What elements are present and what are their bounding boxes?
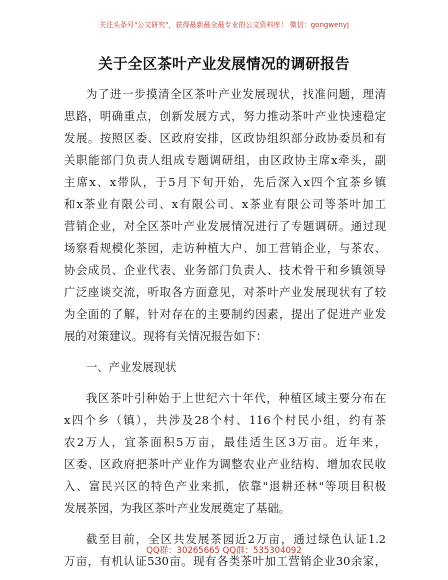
paragraph-line: 和x茶业有限公司、x有限公司、x茶业有限公司等茶叶加工 [64,198,386,211]
paragraph-line: 农2万人，宜茶面积5万亩，最佳适生区3万亩。近年来， [64,436,386,449]
paragraph-line: 思路，明确重点，创新发展方式，努力推动茶叶产业快速稳定 [64,110,386,123]
paragraph-line: 万亩，有机认证530亩。现有各类茶叶加工营销企业30余家， [64,555,386,568]
paragraph-line: 场察看规模化茶园，走访种植大户、加工营销企业，与茶农、 [64,242,386,255]
paragraph-line: 为了进一步摸清全区茶叶产业发展现状，找准问题，理清 [86,88,386,101]
paragraph-line: 发展茶园，为我区茶叶产业发展奠定了基础。 [64,502,290,515]
paragraph-current-status [64,388,386,520]
header-watermark-note: 关注头条号"公文研究"，获得最新最全最专业的公文资料库！ 微信：gongwenyj [99,21,349,29]
paragraph-line: 发展。按照区委、区政府安排，区政协组织部分政协委员和有 [64,132,386,145]
paragraph-line: 主席x、x带队，于5月下旬开始，先后深入x四个宜茶乡镇 [64,176,386,189]
paragraph-intro [64,84,386,348]
section-heading: 一、产业发展现状 [86,361,177,374]
paragraph-line: 我区茶叶引种始于上世纪六十年代，种植区域主要分布在 [86,392,386,405]
paragraph-line: x四个乡（镇），共涉及28个村、116个村民小组，约有茶 [64,414,386,427]
paragraph-line: 营销企业，对全区茶叶产业发展情况进行了专题调研。通过现 [64,220,386,233]
paragraph-line: 展的对策建议。现将有关情况报告如下： [64,330,268,343]
paragraph-line: 入、富民兴区的特色产业来抓，依靠"退耕还林"等项目积极 [64,480,386,493]
paragraph-line: 截至目前，全区共发展茶园近2万亩，通过绿色认证1.2 [86,533,386,546]
paragraph-line: 协会成员、企业代表、业务部门负责人、技术骨干和乡镇领导 [64,264,386,277]
document-body [64,84,386,573]
document-title: 关于全区茶叶产业发展情况的调研报告 [98,57,350,73]
footer-qq-groups: QQ群：30265665 QQ群：535304092 [146,546,302,556]
paragraph-line: 为全面的了解，针对存在的主要制约因素，提出了促进产业发 [64,308,386,321]
paragraph-line: 广泛座谈交流，听取各方面意见，对茶叶产业发展现状有了较 [64,286,386,299]
paragraph-line: 区委、区政府把茶叶产业作为调整农业产业结构、增加农民收 [64,458,386,471]
paragraph-line: 关职能部门负责人组成专题调研组，由区政协主席x牵头，副 [64,154,386,167]
